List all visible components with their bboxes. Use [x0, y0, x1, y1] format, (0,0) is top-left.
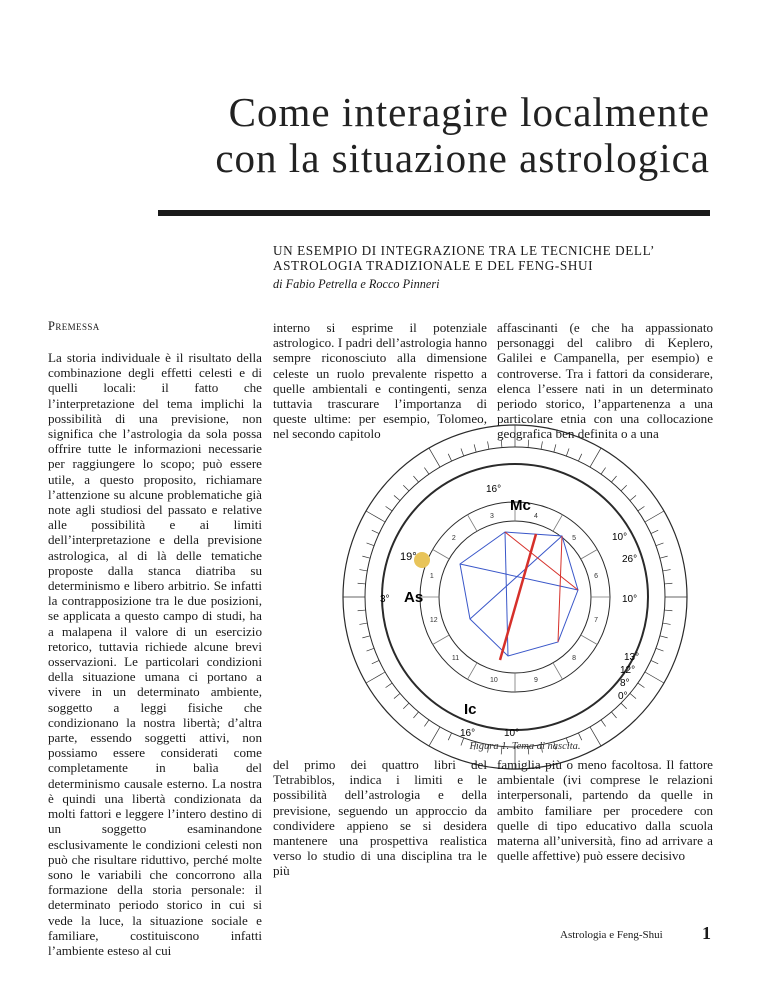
right-degree-3: 10°	[622, 594, 638, 605]
zodiac-tick	[403, 485, 409, 491]
zodiac-tick	[448, 454, 451, 461]
zodiac-tick	[386, 506, 393, 511]
zodiac-tick	[372, 530, 379, 533]
house-number: 10	[490, 677, 498, 685]
right-degree-1: 10°	[612, 532, 628, 543]
zodiac-tick	[394, 693, 400, 698]
zodiac-tick	[554, 444, 556, 452]
zodiac-tick	[429, 448, 440, 467]
zodiac-tick	[429, 727, 440, 746]
zodiac-tick	[461, 449, 464, 457]
chart-center-ring	[439, 521, 591, 673]
zodiac-tick	[651, 660, 658, 663]
zodiac-tick	[501, 440, 502, 448]
column-2-top-text: interno si esprime il potenziale astrologico. I padri dell’astrologia hanno sempre riconosciuto alla dimensione celeste un ruolo prevalente rispetto a quelle ambientali e contingenti, senza tuttavia trascurare l’importanza di queste ultime: per esempio, Tolomeo, nel secondo capitolo	[273, 320, 487, 442]
house-cusp	[433, 635, 449, 645]
bottom-right-degree: 10°	[504, 728, 520, 739]
zodiac-tick	[651, 530, 658, 533]
zodiac-tick	[566, 449, 569, 457]
zodiac-tick	[424, 720, 429, 727]
zodiac-tick	[424, 468, 429, 475]
zodiac-tick	[621, 485, 627, 491]
house-cusp	[433, 550, 449, 560]
mc-label: Mc	[510, 497, 531, 514]
title-line-2: con la situazione astrologica	[215, 135, 710, 181]
house-number: 6	[594, 573, 599, 581]
house-number: 11	[451, 655, 460, 663]
house-number: 5	[572, 534, 577, 542]
house-cusp	[581, 635, 597, 645]
right-degree-7: 0°	[618, 691, 628, 702]
house-number: 3	[490, 512, 494, 520]
zodiac-tick	[578, 733, 581, 740]
house-number: 9	[533, 677, 538, 685]
zodiac-tick	[638, 683, 645, 688]
house-cusp	[468, 663, 478, 679]
zodiac-tick	[664, 610, 672, 611]
ic-label: Ic	[464, 701, 477, 718]
zodiac-tick	[528, 440, 529, 448]
zodiac-tick	[372, 660, 379, 663]
right-degree-2: 26°	[622, 554, 638, 565]
figure-caption: Figura 1. Tema di nascita.	[469, 741, 581, 752]
column-3-top-text: affascinanti (e che ha appassionato personaggi del calibro di Keplero, Galilei e Campanella, per esempio) e controverse. Tra i fattori da considerare, elenca l’essere nati in un determinato periodo storico, l’appartenenza a una particolare etnia con una collocazione geografica ben definita o a una	[497, 320, 713, 442]
mc-degree: 16°	[486, 484, 502, 495]
column-1-text: La storia individuale è il risultato della combinazione degli effetti celesti e di quelli locali: il fatto che l’interpretazione del tema implichi la possibilità di una previsione, non significa che l’astrologia da sola possa offrire tutte le informazioni necessarie per raggiungere lo scopo; può essere utile, a questo proposito, richiamare l’attenzione su alcune problematiche già note agli studiosi del passato e relative alle possibilità e ai limiti dell’interpretazione e della previsione astrologica, al di là delle tematiche proposte dalla stanca diatriba su determinismo e libero arbitrio. Se infatti la contrapposizione tra le due posizioni, se applicata a questo campo di studi, ha a malapena il valore di un esercizio retorico, tuttavia richiede alcune brevi osservazioni. Le particolari condizioni della situazione umana ci portano a vivere in un determinato ambiente, soggetto a leggi fisiche che condizionano la nostra libertà; d’altra parte, essendo soggetti attivi, non possiamo essere considerati come completamente in balìa del determinismo causale esterno. La nostra è quindi una libertà condizionata da molti fattori e leggere l’intero destino di un soggetto esaminandone esclusivamente le condizioni celesti non può che risultare riduttivo, perché molte sono le variabili che concorrono alla formazione della storia personale: il determinato periodo storico in cui si vede la luce, la situazione sociale e familiare, costituiscono infatti l’ambiente esteso al cui	[48, 350, 262, 958]
column-3-bottom-text: famiglia più o meno facoltosa. Il fattore ambientale (ivi comprese le relazioni interpersonali, partendo da quelle in ambito familiare per procedere con quelle di tipo educativo dalla scuola materna all’università, fino ad arrivare a quelle affettive) può essere decisivo	[497, 757, 713, 864]
title-line-1: Come interagire localmente	[228, 89, 710, 135]
zodiac-tick	[645, 511, 664, 522]
zodiac-tick	[601, 720, 606, 727]
zodiac-tick	[358, 610, 366, 611]
footer-label: Astrologia e Feng-Shui	[560, 929, 663, 941]
zodiac-tick	[601, 468, 606, 475]
zodiac-tick	[664, 583, 672, 584]
zodiac-tick	[660, 556, 668, 558]
authors-line: di Fabio Petrella e Rocco Pinneri	[273, 277, 440, 291]
house-number: 2	[451, 534, 456, 542]
chart-house-ring	[420, 502, 610, 692]
house-cusp	[468, 515, 478, 531]
zodiac-tick	[611, 476, 616, 482]
zodiac-tick	[611, 712, 616, 718]
zodiac-tick	[663, 570, 671, 571]
right-degree-4: 13°	[624, 652, 640, 663]
section-heading: Premessa	[48, 319, 100, 333]
aspect-red-2	[558, 536, 562, 642]
column-2-bottom-text: del primo dei quattro libri del Tetrabiblos, indica i limiti e le possibilità dell’astrologia e della previsione, seguendo un approccio da condividere appieno se si desidera mantenere una prospettiva realistica verso lo studio di una disciplina tra le più	[273, 757, 487, 879]
article-subtitle: UN ESEMPIO DI INTEGRAZIONE TRA LE TECNICHE DELL’ ASTROLOGIA TRADIZIONALE E DEL FENG-SHUI	[273, 243, 655, 273]
natal-chart	[330, 414, 700, 780]
zodiac-tick	[448, 733, 451, 740]
zodiac-tick	[367, 543, 375, 546]
zodiac-tick	[578, 454, 581, 461]
house-cusp	[581, 550, 597, 560]
zodiac-tick	[362, 556, 370, 558]
zodiac-tick	[362, 636, 370, 638]
zodiac-tick	[656, 648, 664, 651]
house-cusp	[553, 515, 563, 531]
zodiac-tick	[488, 441, 489, 449]
house-number: 7	[594, 616, 599, 624]
zodiac-tick	[413, 476, 418, 482]
zodiac-tick	[663, 623, 671, 624]
zodiac-tick	[621, 703, 627, 709]
zodiac-tick	[359, 570, 367, 571]
as-label: As	[404, 589, 424, 606]
zodiac-tick	[590, 448, 601, 467]
as-degree: 3°	[380, 594, 390, 605]
zodiac-tick	[474, 444, 476, 452]
zodiac-tick	[656, 543, 664, 546]
zodiac-tick	[660, 636, 668, 638]
house-number: 4	[533, 512, 538, 520]
house-number: 8	[572, 655, 577, 663]
zodiac-tick	[638, 506, 645, 511]
zodiac-tick	[358, 583, 366, 584]
title-rule	[158, 210, 710, 216]
zodiac-tick	[367, 648, 375, 651]
zodiac-tick	[359, 623, 367, 624]
house-number: 12	[429, 616, 438, 624]
zodiac-tick	[394, 495, 400, 500]
zodiac-tick	[630, 495, 636, 500]
house-number: 1	[429, 573, 434, 581]
zodiac-tick	[403, 703, 409, 709]
zodiac-tick	[366, 511, 385, 522]
page-number: 1	[702, 923, 711, 943]
right-degree-5: 12°	[620, 665, 636, 676]
zodiac-tick	[630, 693, 636, 698]
zodiac-tick	[386, 683, 393, 688]
zodiac-tick	[413, 712, 418, 718]
sun-degree: 19°	[400, 551, 417, 563]
ic-degree: 16°	[460, 728, 476, 739]
zodiac-tick	[541, 441, 542, 449]
aspect-red-3	[505, 532, 578, 590]
house-cusp	[553, 663, 563, 679]
right-degree-6: 8°	[620, 678, 630, 689]
zodiac-tick	[366, 672, 385, 683]
zodiac-tick	[645, 672, 664, 683]
